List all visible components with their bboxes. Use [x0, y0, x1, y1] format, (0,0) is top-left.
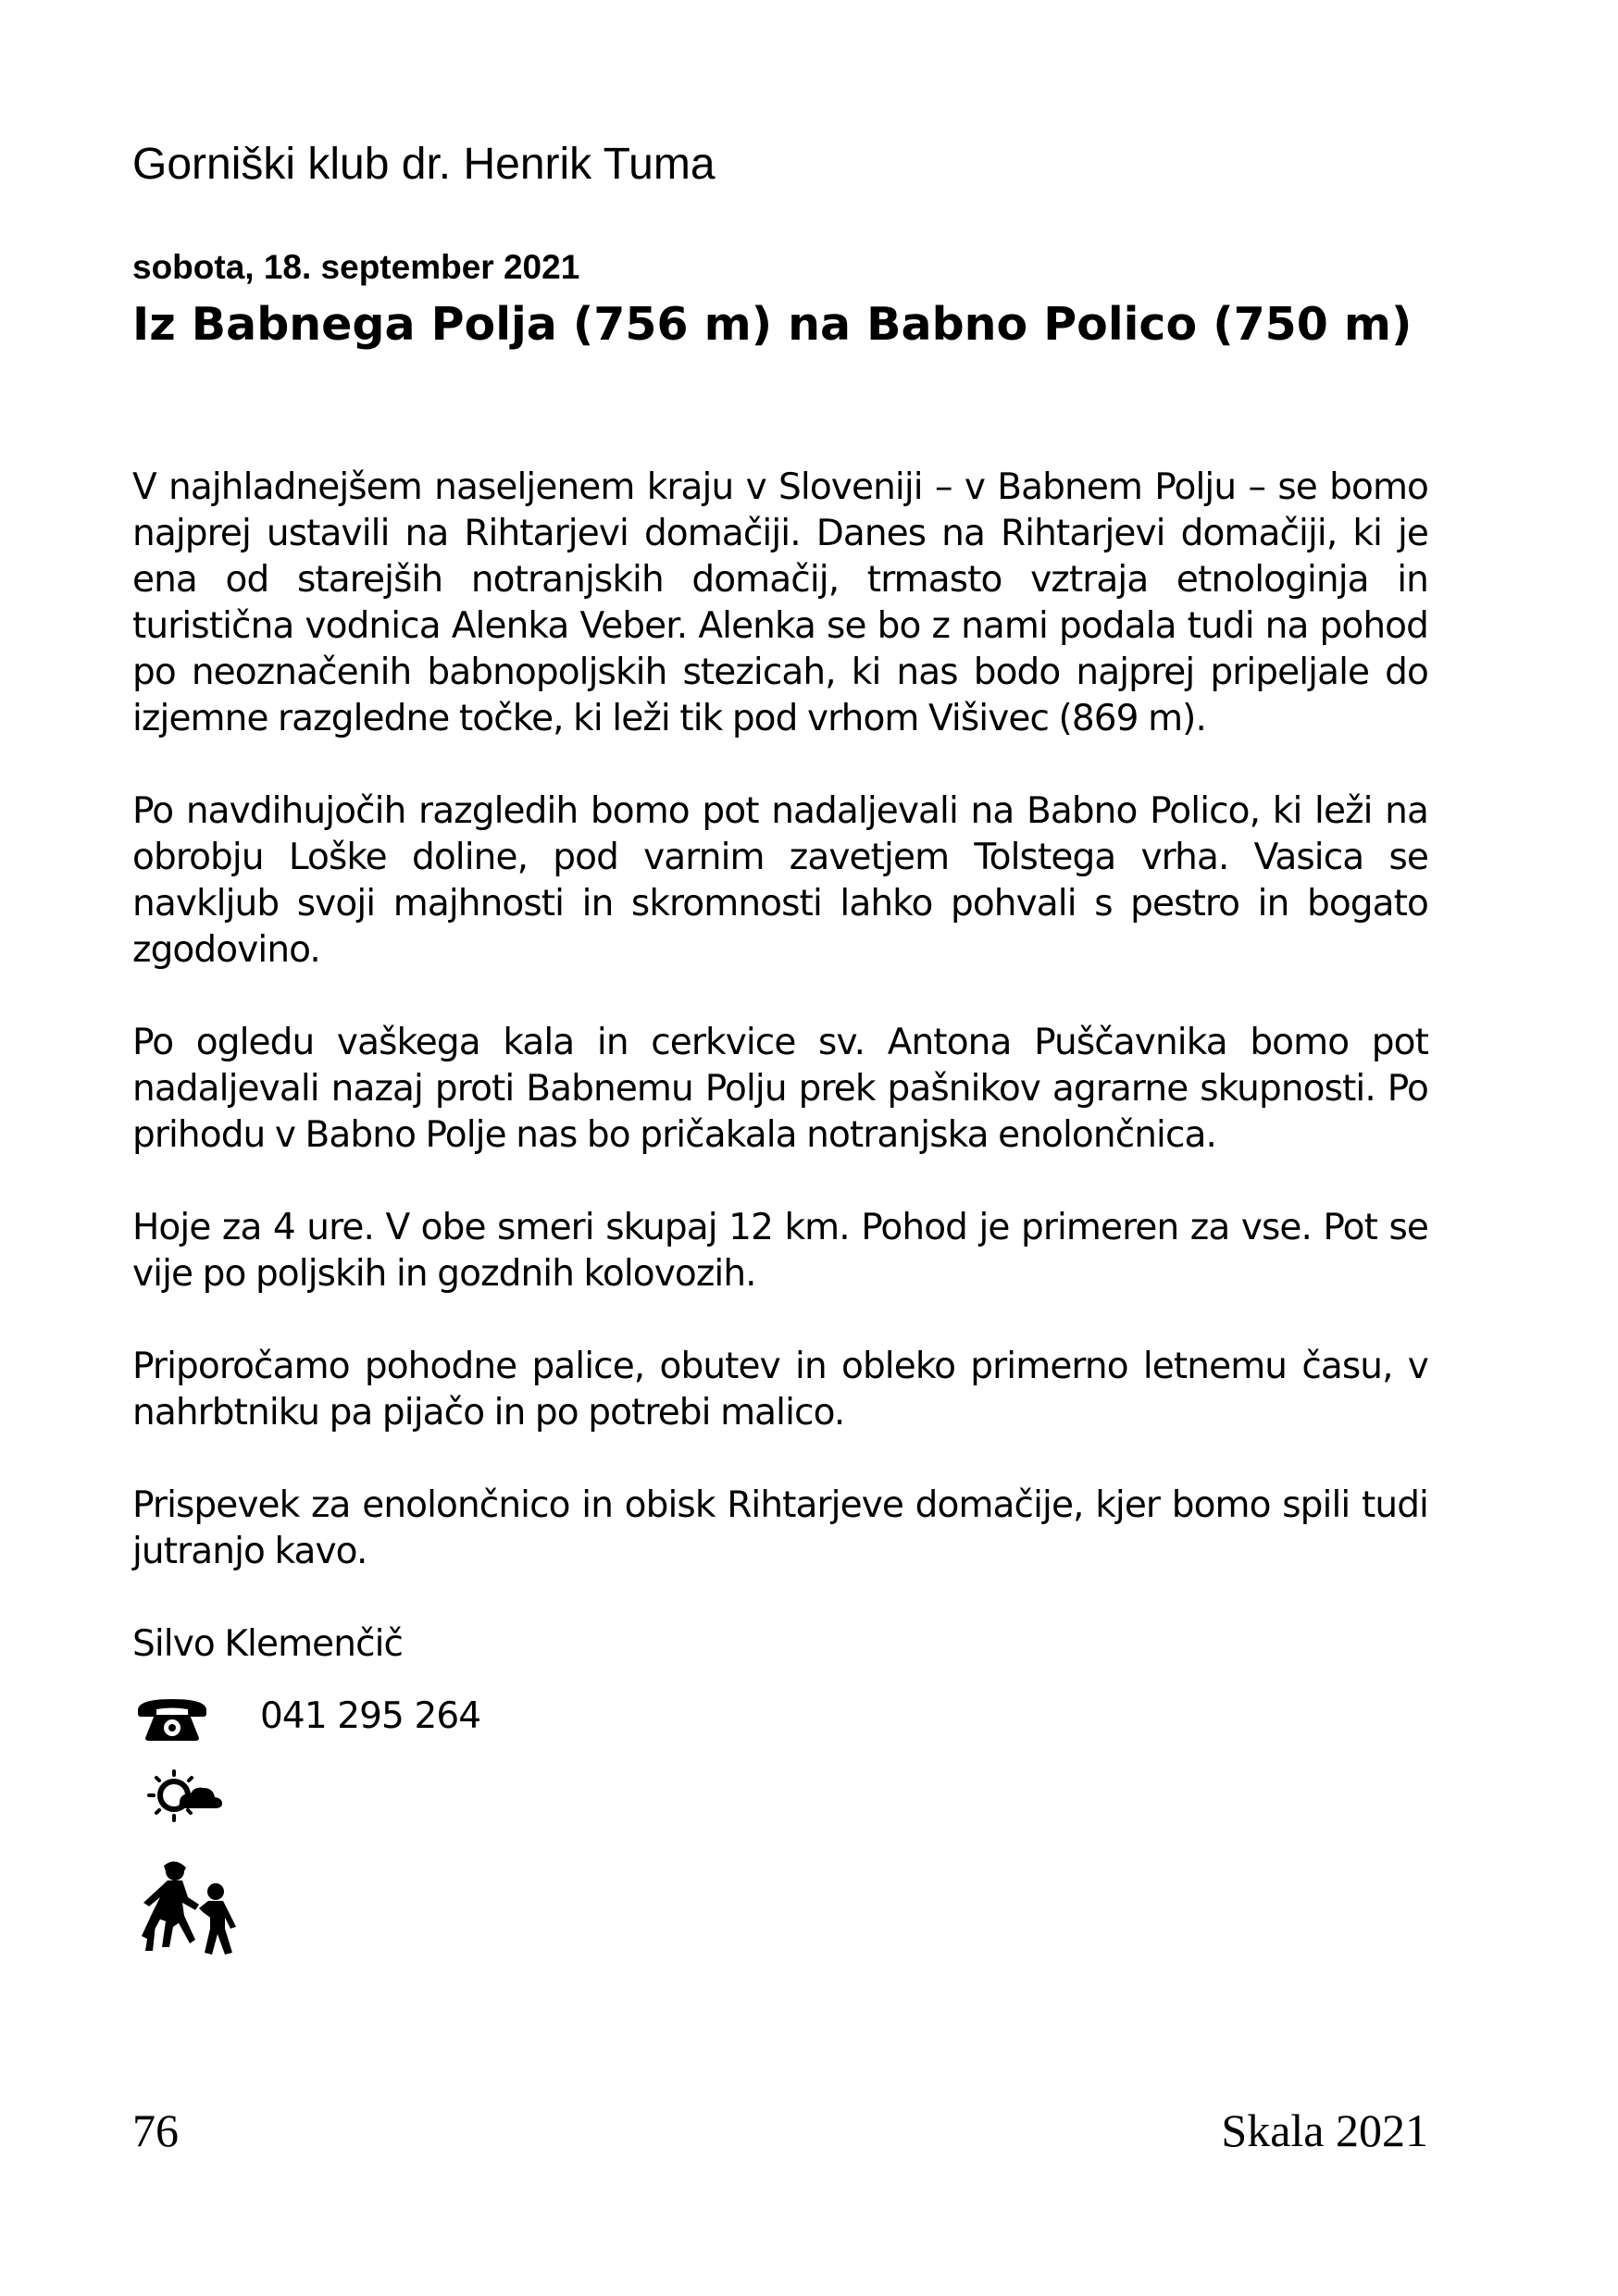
page-number: 76 — [132, 2104, 179, 2156]
event-description — [132, 465, 1428, 1668]
phone-number: 041 295 264 — [260, 1695, 481, 1737]
paragraph: Priporočamo pohodne palice, obutev in obleko primerno letnemu času, v nahrbtniku pa pijačo in po potrebi malico. — [132, 1346, 1428, 1433]
club-name: Gorniški klub dr. Henrik Tuma — [132, 140, 716, 189]
sun-cloud-icon — [146, 1769, 224, 1825]
paragraph: Prispevek za enolončnico in obisk Rihtarjeve domačije, kjer bomo spili tudi jutranjo kavo. — [132, 1484, 1428, 1572]
event-date: sobota, 18. september 2021 — [132, 248, 580, 286]
paragraph: Po navdihujočih razgledih bomo pot nadaljevali na Babno Polico, ki leži na obrobju Loške doline, pod varnim zavetjem Tolstega vrha. Vasica se navkljub svoji majhnosti in skromnosti lahko pohvali s pestro in bogato zgodovino. — [132, 790, 1428, 971]
contact-line — [132, 1694, 780, 1749]
telephone-icon — [132, 1697, 212, 1742]
publication-name: Skala 2021 — [1221, 2104, 1428, 2156]
paragraph: Hoje za 4 ure. V obe smeri skupaj 12 km. Pohod je primeren za vse. Pot se vije po poljskih in gozdnih kolovozih. — [132, 1207, 1428, 1295]
event-title: Iz Babnega Polja (756 m) na Babno Polico (750 m) — [132, 298, 1413, 351]
paragraph: Po ogledu vaškega kala in cerkvice sv. Antona Puščavnika bomo pot nadaljevali nazaj proti Babnemu Polju prek pašnikov agrarne skupnosti. Po prihodu v Babno Polje nas bo pričakala notranjska enolončnica. — [132, 1022, 1428, 1156]
paragraph: V najhladnejšem naseljenem kraju v Sloveniji – v Babnem Polju – se bomo najprej ustavili na Rihtarjevi domačiji. Danes na Rihtarjevi domačiji, ki je ena od starejših notranjskih domačij, trmasto vztraja etnologinja in turistična vodnica Alenka Veber. Alenka se bo z nami podala tudi na pohod po neoznačenih babnopoljskih stezicah, ki nas bodo najprej pripeljale do izjemne razgledne točke, ki leži tik pod vrhom Višivec (869 m). — [132, 466, 1428, 739]
author-name: Silvo Klemenčič — [132, 1623, 404, 1665]
hikers-icon — [132, 1860, 242, 1958]
